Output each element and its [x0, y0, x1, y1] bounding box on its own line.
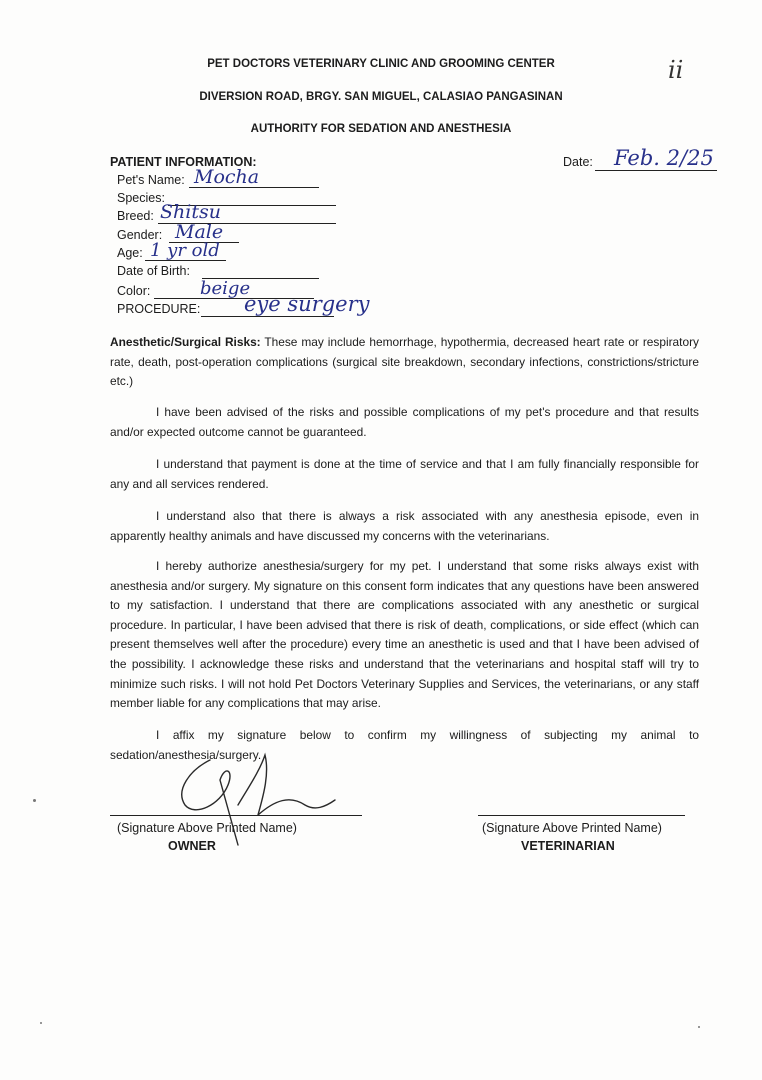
vet-signature-line: [478, 815, 685, 816]
risks-paragraph: [110, 333, 699, 392]
paragraph-text: I hereby authorize anesthesia/surgery for my pet. I understand that some risks always exist with anesthesia and/or surgery. My signature on this consent form indicates that any questions have been answered to my satisfaction. I understand that there are complications associated with any anesthetic or surgical procedure. In particular, I have been advised that there is risk of death, complications, or side effect (which can present themselves well after the procedure) every time an anesthetic is used and that I have been advised of the possibility. I acknowledge these risks and understand that the veterinarians and hospital staff will try to minimize such risks. I will not hold Pet Doctors Veterinary Supplies and Services, the veterinarians, or any staff member liable for any complications that may arise.: [110, 559, 699, 711]
clinic-address: DIVERSION ROAD, BRGY. SAN MIGUEL, CALASIAO PANGASINAN: [199, 91, 563, 103]
date-label: Date:: [563, 155, 593, 169]
owner-role-label: OWNER: [168, 839, 216, 853]
field-label: Color:: [117, 284, 151, 298]
owner-signature-caption: (Signature Above Printed Name): [117, 821, 297, 835]
field-label: Pet's Name:: [117, 173, 185, 187]
field-label: PROCEDURE:: [117, 302, 201, 316]
field-label: Gender:: [117, 228, 163, 242]
vet-role-label: VETERINARIAN: [521, 839, 615, 853]
paragraph-text: I have been advised of the risks and possible complications of my pet's procedure and that results and/or expected outcome cannot be guaranteed.: [110, 405, 699, 439]
handwritten-corner-mark: ii: [668, 56, 684, 84]
risks-text: These may include hemorrhage, hypothermia, decreased heart rate or respiratory rate, death, post-operation complications (surgical site breakdown, secondary infections, constrictions/stricture etc.): [110, 335, 699, 389]
paragraph-payment: [110, 455, 699, 494]
procedure-value: eye surgery: [244, 292, 370, 316]
paragraph-text: I understand that payment is done at the time of service and that I am fully financially responsible for any and all services rendered.: [110, 457, 699, 491]
scan-speck: [698, 1026, 700, 1028]
field-breed: [117, 209, 339, 227]
owner-signature-line: [110, 815, 362, 816]
paragraph-authorization: [110, 557, 699, 714]
breed-value: Shitsu: [160, 201, 221, 223]
paragraph-text: I understand also that there is always a risk associated with any anesthesia episode, even in apparently healthy animals and have discussed my concerns with the veterinarians.: [110, 509, 699, 543]
gender-value: Male: [175, 221, 224, 243]
clinic-name: PET DOCTORS VETERINARY CLINIC AND GROOMING CENTER: [207, 58, 555, 70]
field-species: [117, 191, 339, 209]
patient-info-heading: PATIENT INFORMATION:: [110, 155, 257, 169]
field-label: Species:: [117, 191, 165, 205]
age-value: 1 yr old: [150, 240, 220, 261]
field-underline: [201, 316, 334, 317]
vet-signature-caption: (Signature Above Printed Name): [482, 821, 662, 835]
form-title: AUTHORITY FOR SEDATION AND ANESTHESIA: [250, 123, 512, 135]
scan-speck: [33, 799, 36, 802]
paragraph-advised: [110, 403, 699, 442]
field-label: Date of Birth:: [117, 264, 190, 278]
date-underline: [595, 170, 717, 171]
paragraph-text: I affix my signature below to confirm my willingness of subjecting my animal to sedation/anesthesia/surgery.: [110, 728, 699, 762]
field-label: Age:: [117, 246, 143, 260]
scan-speck: [40, 1022, 42, 1024]
pet-name-value: Mocha: [194, 166, 260, 188]
color-value: beige: [200, 278, 251, 299]
date-value: Feb. 2/25: [614, 146, 714, 170]
field-label: Breed:: [117, 209, 154, 223]
risks-label: Anesthetic/Surgical Risks:: [110, 335, 261, 349]
paragraph-anesthesia-risk: [110, 507, 699, 546]
